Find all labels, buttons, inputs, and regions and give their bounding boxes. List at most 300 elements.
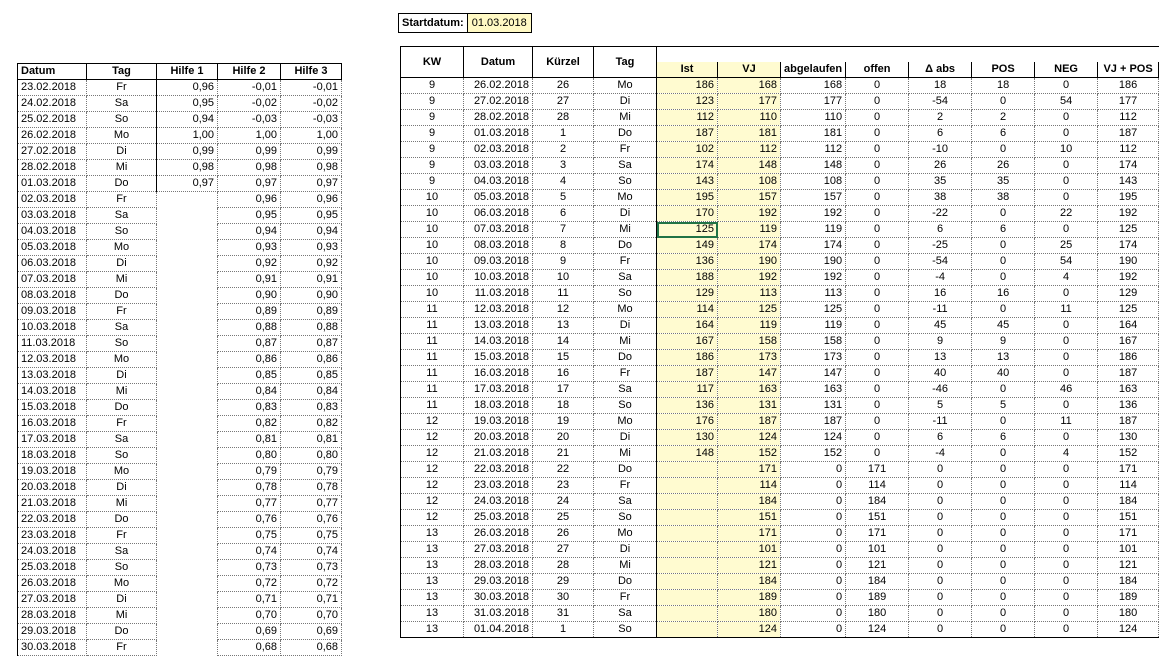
cell[interactable]: 12: [401, 446, 464, 462]
cell[interactable]: -10: [909, 142, 972, 158]
cell[interactable]: 16: [533, 366, 594, 382]
cell[interactable]: 17: [533, 382, 594, 398]
cell[interactable]: 0,77: [281, 496, 342, 512]
cell[interactable]: 0: [846, 190, 909, 206]
cell[interactable]: 0,76: [281, 512, 342, 528]
cell[interactable]: 177: [1098, 94, 1159, 110]
cell[interactable]: 163: [781, 382, 846, 398]
cell[interactable]: Mi: [87, 496, 157, 512]
cell[interactable]: Sa: [87, 208, 157, 224]
cell[interactable]: 10: [401, 222, 464, 238]
cell[interactable]: 110: [781, 110, 846, 126]
cell[interactable]: 151: [1098, 510, 1159, 526]
cell[interactable]: So: [594, 398, 657, 414]
cell[interactable]: 9: [401, 174, 464, 190]
cell[interactable]: 123: [657, 94, 718, 110]
cell[interactable]: 13: [401, 622, 464, 638]
cell[interactable]: 11: [401, 398, 464, 414]
cell[interactable]: 0: [972, 302, 1035, 318]
cell[interactable]: 04.03.2018: [18, 224, 87, 240]
cell[interactable]: 152: [1098, 446, 1159, 462]
cell[interactable]: [657, 542, 718, 558]
cell[interactable]: 9: [533, 254, 594, 270]
cell[interactable]: 0,98: [157, 160, 218, 176]
cell[interactable]: 0: [909, 462, 972, 478]
cell[interactable]: 114: [846, 478, 909, 494]
cell[interactable]: 19: [533, 414, 594, 430]
cell[interactable]: 171: [1098, 462, 1159, 478]
cell[interactable]: Mi: [594, 334, 657, 350]
cell[interactable]: 18.03.2018: [18, 448, 87, 464]
cell[interactable]: 125: [781, 302, 846, 318]
cell[interactable]: [157, 432, 218, 448]
cell[interactable]: 0,80: [218, 448, 281, 464]
cell[interactable]: 11.03.2018: [464, 286, 533, 302]
cell[interactable]: 0: [972, 494, 1035, 510]
cell[interactable]: [157, 384, 218, 400]
cell[interactable]: 04.03.2018: [464, 174, 533, 190]
cell[interactable]: 24.02.2018: [18, 96, 87, 112]
cell[interactable]: 11: [1035, 302, 1098, 318]
cell[interactable]: 11: [401, 318, 464, 334]
cell[interactable]: 0: [846, 302, 909, 318]
cell[interactable]: 173: [718, 350, 781, 366]
cell[interactable]: -0,02: [281, 96, 342, 112]
cell[interactable]: 171: [718, 462, 781, 478]
cell[interactable]: 28.03.2018: [18, 608, 87, 624]
cell[interactable]: 158: [718, 334, 781, 350]
cell[interactable]: 1: [533, 126, 594, 142]
cell[interactable]: Mi: [87, 272, 157, 288]
cell[interactable]: 180: [718, 606, 781, 622]
cell[interactable]: 143: [657, 174, 718, 190]
cell[interactable]: 12: [401, 494, 464, 510]
cell[interactable]: 10: [401, 286, 464, 302]
cell[interactable]: Mi: [594, 222, 657, 238]
cell[interactable]: 187: [781, 414, 846, 430]
cell[interactable]: 0,75: [281, 528, 342, 544]
cell[interactable]: 20.03.2018: [18, 480, 87, 496]
cell[interactable]: 0: [781, 510, 846, 526]
cell[interactable]: 38: [909, 190, 972, 206]
cell[interactable]: 7: [533, 222, 594, 238]
cell[interactable]: Fr: [87, 80, 157, 96]
cell[interactable]: Di: [87, 480, 157, 496]
cell[interactable]: 1,00: [218, 128, 281, 144]
cell[interactable]: 0,97: [157, 176, 218, 192]
cell[interactable]: 0: [972, 94, 1035, 110]
cell[interactable]: 17.03.2018: [464, 382, 533, 398]
cell[interactable]: 0: [781, 526, 846, 542]
cell[interactable]: 24: [533, 494, 594, 510]
cell[interactable]: 131: [718, 398, 781, 414]
cell[interactable]: 173: [781, 350, 846, 366]
cell[interactable]: 0,91: [281, 272, 342, 288]
cell[interactable]: 0: [846, 142, 909, 158]
cell[interactable]: 0,93: [281, 240, 342, 256]
cell[interactable]: -11: [909, 414, 972, 430]
cell[interactable]: 25.03.2018: [464, 510, 533, 526]
cell[interactable]: 121: [718, 558, 781, 574]
cell[interactable]: 23.03.2018: [18, 528, 87, 544]
cell[interactable]: 12: [401, 430, 464, 446]
cell[interactable]: [657, 526, 718, 542]
cell[interactable]: 26: [909, 158, 972, 174]
cell[interactable]: [657, 622, 718, 638]
cell[interactable]: 0: [972, 558, 1035, 574]
cell[interactable]: 08.03.2018: [464, 238, 533, 254]
cell[interactable]: 0: [781, 542, 846, 558]
cell[interactable]: 9: [401, 142, 464, 158]
cell[interactable]: 177: [718, 94, 781, 110]
cell[interactable]: 102: [657, 142, 718, 158]
cell[interactable]: 190: [718, 254, 781, 270]
cell[interactable]: Do: [87, 176, 157, 192]
cell[interactable]: Di: [87, 368, 157, 384]
cell[interactable]: 0,90: [218, 288, 281, 304]
cell[interactable]: 13: [401, 526, 464, 542]
cell[interactable]: Mi: [594, 446, 657, 462]
cell[interactable]: 26: [533, 526, 594, 542]
cell[interactable]: Di: [594, 206, 657, 222]
cell[interactable]: 30.03.2018: [18, 640, 87, 656]
cell[interactable]: [157, 592, 218, 608]
cell[interactable]: Mo: [87, 352, 157, 368]
cell[interactable]: 0,84: [281, 384, 342, 400]
cell[interactable]: 0,76: [218, 512, 281, 528]
cell[interactable]: 167: [657, 334, 718, 350]
cell[interactable]: 07.03.2018: [18, 272, 87, 288]
cell[interactable]: 0,70: [281, 608, 342, 624]
cell[interactable]: 0,78: [218, 480, 281, 496]
cell[interactable]: Sa: [594, 382, 657, 398]
cell[interactable]: [157, 528, 218, 544]
cell[interactable]: [157, 496, 218, 512]
cell[interactable]: Do: [594, 574, 657, 590]
cell[interactable]: 180: [846, 606, 909, 622]
cell[interactable]: 0,96: [218, 192, 281, 208]
cell[interactable]: -11: [909, 302, 972, 318]
cell[interactable]: 12: [401, 478, 464, 494]
cell[interactable]: [657, 558, 718, 574]
cell[interactable]: 13: [401, 574, 464, 590]
cell[interactable]: 13: [401, 606, 464, 622]
cell[interactable]: 168: [718, 78, 781, 94]
cell[interactable]: 186: [657, 350, 718, 366]
cell[interactable]: 26: [972, 158, 1035, 174]
cell[interactable]: 0,70: [218, 608, 281, 624]
cell[interactable]: [157, 416, 218, 432]
cell[interactable]: 0: [846, 382, 909, 398]
cell[interactable]: 3: [533, 158, 594, 174]
cell[interactable]: 148: [657, 446, 718, 462]
cell[interactable]: 6: [909, 222, 972, 238]
cell[interactable]: 174: [1098, 238, 1159, 254]
cell[interactable]: 46: [1035, 382, 1098, 398]
cell[interactable]: 23: [533, 478, 594, 494]
cell[interactable]: 03.03.2018: [18, 208, 87, 224]
cell[interactable]: 5: [909, 398, 972, 414]
cell[interactable]: 181: [781, 126, 846, 142]
cell[interactable]: [157, 448, 218, 464]
cell[interactable]: Mi: [87, 384, 157, 400]
cell[interactable]: 0: [909, 606, 972, 622]
cell[interactable]: So: [87, 560, 157, 576]
cell[interactable]: [157, 512, 218, 528]
cell[interactable]: Di: [87, 144, 157, 160]
cell[interactable]: [657, 494, 718, 510]
cell[interactable]: 0,85: [281, 368, 342, 384]
cell[interactable]: 0,94: [281, 224, 342, 240]
cell[interactable]: 0: [1035, 526, 1098, 542]
cell[interactable]: 15: [533, 350, 594, 366]
cell[interactable]: 0: [909, 542, 972, 558]
cell[interactable]: Do: [594, 462, 657, 478]
cell[interactable]: 0,98: [218, 160, 281, 176]
cell[interactable]: -0,02: [218, 96, 281, 112]
cell[interactable]: 0: [846, 318, 909, 334]
cell[interactable]: 0: [1035, 158, 1098, 174]
cell[interactable]: 28.03.2018: [464, 558, 533, 574]
cell[interactable]: So: [87, 336, 157, 352]
cell[interactable]: 129: [657, 286, 718, 302]
cell[interactable]: 0,89: [281, 304, 342, 320]
cell[interactable]: 12: [401, 414, 464, 430]
cell[interactable]: 6: [972, 222, 1035, 238]
cell[interactable]: 192: [781, 270, 846, 286]
cell[interactable]: 152: [781, 446, 846, 462]
cell[interactable]: 0,80: [281, 448, 342, 464]
cell[interactable]: 0: [846, 270, 909, 286]
cell[interactable]: 0: [781, 494, 846, 510]
cell[interactable]: 124: [846, 622, 909, 638]
cell[interactable]: 22: [1035, 206, 1098, 222]
cell[interactable]: 188: [657, 270, 718, 286]
cell[interactable]: 184: [718, 494, 781, 510]
cell[interactable]: 192: [718, 206, 781, 222]
cell[interactable]: 1,00: [157, 128, 218, 144]
cell[interactable]: Fr: [594, 254, 657, 270]
cell[interactable]: -4: [909, 270, 972, 286]
column-header[interactable]: Datum: [464, 47, 533, 78]
cell[interactable]: 2: [533, 142, 594, 158]
cell[interactable]: 0,83: [218, 400, 281, 416]
cell[interactable]: 149: [657, 238, 718, 254]
cell[interactable]: 16: [909, 286, 972, 302]
cell[interactable]: 26.03.2018: [464, 526, 533, 542]
cell[interactable]: 171: [846, 526, 909, 542]
cell[interactable]: 0,92: [218, 256, 281, 272]
cell[interactable]: 0: [972, 590, 1035, 606]
cell[interactable]: 170: [657, 206, 718, 222]
cell[interactable]: 11: [401, 350, 464, 366]
cell[interactable]: [657, 574, 718, 590]
cell[interactable]: [157, 256, 218, 272]
cell[interactable]: 0,83: [281, 400, 342, 416]
cell[interactable]: 0,99: [157, 144, 218, 160]
cell[interactable]: So: [87, 448, 157, 464]
cell[interactable]: 168: [781, 78, 846, 94]
cell[interactable]: 10: [401, 206, 464, 222]
cell[interactable]: 0: [781, 558, 846, 574]
cell[interactable]: 187: [1098, 366, 1159, 382]
cell[interactable]: 0,96: [157, 80, 218, 96]
cell[interactable]: 130: [1098, 430, 1159, 446]
cell[interactable]: 10: [401, 190, 464, 206]
cell[interactable]: 0: [972, 206, 1035, 222]
cell[interactable]: 0: [1035, 110, 1098, 126]
cell[interactable]: 124: [781, 430, 846, 446]
cell[interactable]: 13: [909, 350, 972, 366]
cell[interactable]: 14: [533, 334, 594, 350]
column-header[interactable]: Hilfe 1: [157, 64, 218, 80]
cell[interactable]: 0,73: [281, 560, 342, 576]
cell[interactable]: 124: [1098, 622, 1159, 638]
cell[interactable]: 27: [533, 94, 594, 110]
cell[interactable]: 0: [781, 622, 846, 638]
cell[interactable]: 29: [533, 574, 594, 590]
cell[interactable]: 186: [1098, 78, 1159, 94]
cell[interactable]: 148: [718, 158, 781, 174]
cell[interactable]: 20: [533, 430, 594, 446]
cell[interactable]: 0,79: [281, 464, 342, 480]
cell[interactable]: [157, 480, 218, 496]
cell[interactable]: 192: [1098, 270, 1159, 286]
cell[interactable]: 184: [1098, 494, 1159, 510]
cell[interactable]: [157, 608, 218, 624]
cell[interactable]: 195: [1098, 190, 1159, 206]
cell[interactable]: 31: [533, 606, 594, 622]
cell[interactable]: 09.03.2018: [464, 254, 533, 270]
cell[interactable]: 31.03.2018: [464, 606, 533, 622]
cell[interactable]: 167: [1098, 334, 1159, 350]
cell[interactable]: [657, 478, 718, 494]
cell[interactable]: 125: [718, 302, 781, 318]
cell[interactable]: Fr: [87, 640, 157, 656]
cell[interactable]: 125: [1098, 302, 1159, 318]
cell[interactable]: 0: [1035, 126, 1098, 142]
cell[interactable]: 0: [972, 574, 1035, 590]
cell[interactable]: 29.03.2018: [464, 574, 533, 590]
cell[interactable]: 112: [718, 142, 781, 158]
cell[interactable]: 22: [533, 462, 594, 478]
cell[interactable]: Fr: [87, 192, 157, 208]
cell[interactable]: [157, 576, 218, 592]
cell[interactable]: 0,75: [218, 528, 281, 544]
cell[interactable]: Do: [594, 126, 657, 142]
cell[interactable]: 0: [846, 414, 909, 430]
cell[interactable]: 30.03.2018: [464, 590, 533, 606]
cell[interactable]: 125: [657, 222, 718, 238]
cell[interactable]: 114: [718, 478, 781, 494]
cell[interactable]: 4: [1035, 446, 1098, 462]
cell[interactable]: 10: [401, 254, 464, 270]
cell[interactable]: 180: [1098, 606, 1159, 622]
cell[interactable]: 163: [718, 382, 781, 398]
cell[interactable]: 18: [533, 398, 594, 414]
cell[interactable]: 0,78: [281, 480, 342, 496]
cell[interactable]: 174: [657, 158, 718, 174]
cell[interactable]: 184: [718, 574, 781, 590]
cell[interactable]: 0,89: [218, 304, 281, 320]
cell[interactable]: 0: [1035, 462, 1098, 478]
cell[interactable]: 113: [781, 286, 846, 302]
cell[interactable]: [157, 272, 218, 288]
cell[interactable]: 174: [781, 238, 846, 254]
cell[interactable]: 0: [846, 126, 909, 142]
cell[interactable]: 117: [657, 382, 718, 398]
cell[interactable]: 157: [718, 190, 781, 206]
cell[interactable]: 0: [846, 206, 909, 222]
cell[interactable]: 11: [1035, 414, 1098, 430]
cell[interactable]: Mi: [594, 558, 657, 574]
cell[interactable]: 0: [846, 94, 909, 110]
cell[interactable]: 26.02.2018: [18, 128, 87, 144]
cell[interactable]: Mo: [87, 576, 157, 592]
cell[interactable]: 11: [401, 334, 464, 350]
cell[interactable]: 181: [718, 126, 781, 142]
cell[interactable]: 40: [972, 366, 1035, 382]
cell[interactable]: 15.03.2018: [464, 350, 533, 366]
cell[interactable]: 0: [846, 254, 909, 270]
cell[interactable]: Fr: [87, 304, 157, 320]
column-header[interactable]: NEG: [1035, 62, 1098, 78]
cell[interactable]: 0,94: [218, 224, 281, 240]
cell[interactable]: Sa: [87, 320, 157, 336]
cell[interactable]: 190: [1098, 254, 1159, 270]
cell[interactable]: 192: [718, 270, 781, 286]
cell[interactable]: 03.03.2018: [464, 158, 533, 174]
cell[interactable]: 0: [846, 446, 909, 462]
cell[interactable]: 12: [533, 302, 594, 318]
cell[interactable]: 0: [1035, 398, 1098, 414]
cell[interactable]: 4: [533, 174, 594, 190]
cell[interactable]: [157, 640, 218, 656]
cell[interactable]: 187: [1098, 126, 1159, 142]
cell[interactable]: 0: [846, 78, 909, 94]
cell[interactable]: 0: [972, 270, 1035, 286]
cell[interactable]: 19.03.2018: [18, 464, 87, 480]
column-header[interactable]: Tag: [87, 64, 157, 80]
cell[interactable]: 0: [1035, 558, 1098, 574]
cell[interactable]: Fr: [594, 142, 657, 158]
cell[interactable]: 0: [846, 238, 909, 254]
cell[interactable]: 0: [972, 510, 1035, 526]
cell[interactable]: 9: [401, 158, 464, 174]
cell[interactable]: 114: [657, 302, 718, 318]
cell[interactable]: 174: [1098, 158, 1159, 174]
cell[interactable]: -4: [909, 446, 972, 462]
cell[interactable]: 0,85: [218, 368, 281, 384]
cell[interactable]: [157, 464, 218, 480]
cell[interactable]: 16.03.2018: [18, 416, 87, 432]
cell[interactable]: Sa: [594, 606, 657, 622]
cell[interactable]: Mi: [87, 608, 157, 624]
cell[interactable]: Do: [87, 400, 157, 416]
cell[interactable]: 0,94: [157, 112, 218, 128]
cell[interactable]: 0: [972, 414, 1035, 430]
column-header[interactable]: Hilfe 3: [281, 64, 342, 80]
cell[interactable]: 14.03.2018: [464, 334, 533, 350]
cell[interactable]: [157, 400, 218, 416]
cell[interactable]: 0,81: [218, 432, 281, 448]
cell[interactable]: 9: [401, 94, 464, 110]
cell[interactable]: -0,03: [218, 112, 281, 128]
cell[interactable]: 10: [1035, 142, 1098, 158]
cell[interactable]: 177: [781, 94, 846, 110]
cell[interactable]: 0: [1035, 174, 1098, 190]
cell[interactable]: 13: [401, 590, 464, 606]
